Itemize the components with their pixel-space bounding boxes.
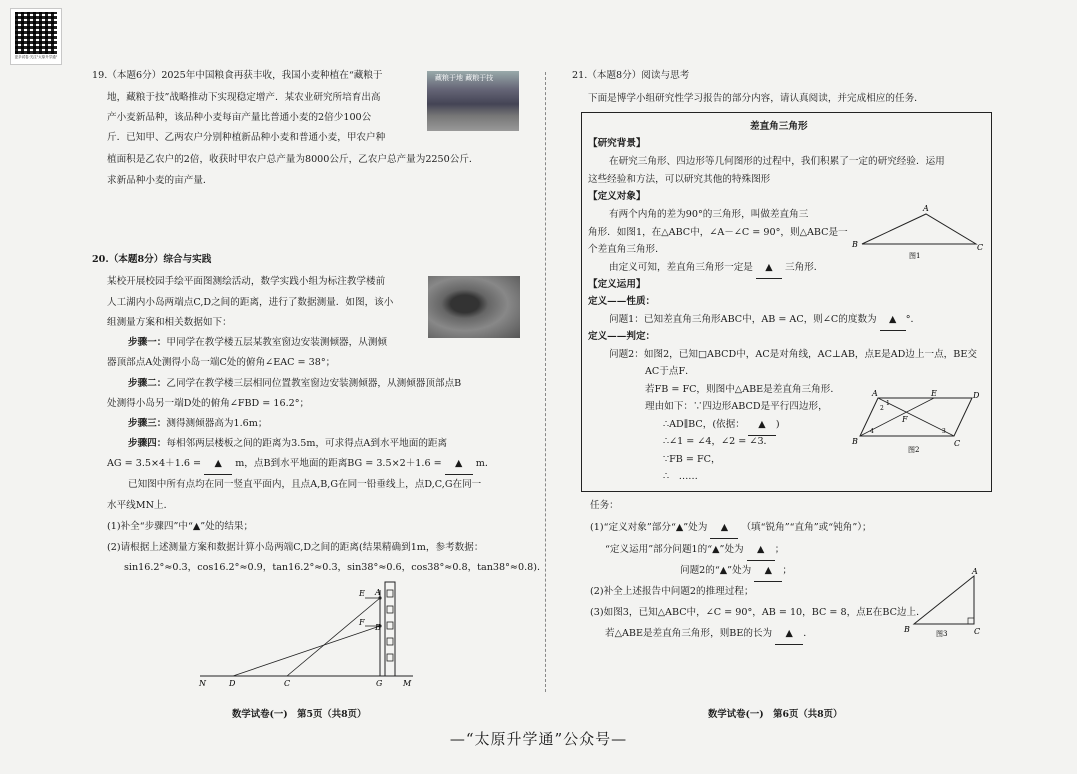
bottom-banner: —“太原升学通”公众号— — [449, 730, 628, 748]
fig2-label-d: D — [973, 391, 980, 400]
task-3a: (3)如图3，已知△ABC中，∠C = 90°，AB = 10，BC = 8，点E在BC边上． — [590, 607, 926, 618]
step-2: 步骤二：乙同学在教学楼三层相同位置教室窗边安装测倾器，从测倾器顶部点B — [128, 378, 462, 389]
proof-line: ∵FB = FC， — [663, 454, 721, 465]
q21-intro: 下面是博学小组研究性学习报告的部分内容，请认真阅读，并完成相应的任务． — [588, 93, 924, 104]
page-divider — [545, 72, 546, 692]
prop-label: 定义——性质： — [588, 296, 656, 307]
figure-2 — [850, 388, 985, 456]
step-1: 步骤一：甲同学在教学楼五层某教室窗边安装测倾器，从测倾 — [128, 337, 388, 348]
q21-head: 21.（本题8分）阅读与思考 — [572, 70, 690, 81]
footer-left: 数学试卷(一) 第5页（共8页） — [232, 709, 367, 720]
problem-2-c: 若FB = FC，则图中△ABE是差直角三角形． — [645, 384, 840, 395]
problem-2-b: AC于点F． — [645, 366, 695, 377]
problem-1: 问题1：已知差直角三角形ABC中，AB = AC，则∠C的度数为 ▲ °． — [609, 310, 920, 331]
fig3-caption: 图3 — [936, 630, 948, 638]
proof-line-reason: ∴AD∥BC，(依据： ▲ ) — [663, 415, 780, 436]
lake-island-photo — [428, 276, 520, 338]
photo-caption: 藏粮于地 藏粮于技 — [435, 74, 494, 82]
wheat-field-photo — [427, 71, 519, 131]
fig2-label-b: B — [852, 437, 858, 446]
def-label: 【定义对象】 — [588, 191, 646, 202]
label-d: D — [229, 679, 236, 688]
blank-reason: ▲ — [748, 415, 776, 436]
label-g: G — [376, 679, 383, 688]
sight-ac — [287, 598, 380, 676]
figure-1 — [850, 202, 985, 260]
q19-head: 19.（本题6分）2025年中国粮食再获丰收，我国小麦种植在“藏粮于 — [92, 70, 383, 81]
def-line: 个差直角三角形． — [588, 244, 665, 255]
step-3: 步骤三：测得测倾器高为1.6m； — [128, 418, 268, 429]
right-angle-mark — [968, 618, 974, 624]
q20-intro: 某校开展校园手绘平面图测绘活动，数学实践小组为标注教学楼前 — [107, 276, 386, 287]
def-conclusion: 由定义可知，差直角三角形一定是 ▲ 三角形． — [609, 258, 823, 279]
proof-line: ∴ …… — [663, 471, 698, 482]
q20-known-cont: 水平线MN上． — [107, 500, 174, 511]
fig2-label-e: E — [931, 389, 937, 398]
fig1-caption: 图1 — [909, 252, 921, 260]
step-2-cont: 处测得小岛另一端D处的俯角∠FBD = 16.2°； — [107, 398, 310, 409]
angle-4: 4 — [870, 428, 874, 435]
angle-3: 3 — [942, 428, 946, 435]
task-1c: 问题2的“▲”处为 ▲ ； — [680, 561, 792, 582]
label-f: F — [359, 618, 365, 627]
blank-t1a: ▲ — [710, 518, 738, 539]
q20-task2: (2)请根据上述测量方案和数据计算小岛两端C,D之间的距离(结果精确到1m，参考数据： — [107, 542, 484, 553]
q20-ref-data: sin16.2°≈0.3，cos16.2°≈0.9，tan16.2°≈0.3，sin38°≈0.6，cos38°≈0.8，tan38°≈0.8)． — [124, 562, 547, 573]
task-1b: “定义运用”部分问题1的“▲”处为 ▲ ； — [605, 540, 784, 561]
fig3-label-c: C — [974, 627, 981, 636]
use-label: 【定义运用】 — [588, 279, 646, 290]
q20-figure — [195, 580, 425, 688]
step-4: 步骤四：每相邻两层楼板之间的距离为3.5m，可求得点A到水平地面的距离 — [128, 438, 448, 449]
label-c: C — [284, 679, 291, 688]
figure-3 — [902, 566, 988, 642]
fig1-label-a: A — [923, 204, 929, 213]
qr-code[interactable] — [10, 8, 62, 65]
task-1a: (1)“定义对象”部分“▲”处为 ▲ （填“锐角”“直角”或“钝角”）； — [590, 518, 872, 539]
blank-prob1: ▲ — [880, 310, 906, 331]
q20-task1: (1)补全“步骤四”中“▲”处的结果； — [107, 521, 254, 532]
bg-line: 这些经验和方法，可以研究其他的特殊图形 — [588, 174, 771, 185]
fig2-label-f: F — [902, 415, 908, 424]
q20-head: 20.（本题8分）综合与实践 — [92, 254, 212, 265]
task-2: (2)补全上述报告中问题2的推理过程； — [590, 586, 754, 597]
label-b: B — [375, 623, 381, 632]
angle-2: 2 — [880, 405, 884, 412]
blank-t1b: ▲ — [747, 540, 775, 561]
qr-pattern — [15, 12, 57, 54]
research-bg-label: 【研究背景】 — [588, 138, 646, 149]
report-title: 差直角三角形 — [750, 121, 808, 132]
label-e: E — [359, 589, 365, 598]
label-m: M — [403, 679, 412, 688]
judge-label: 定义——判定： — [588, 331, 656, 342]
qr-caption: 更多试卷·关注"太原升学通" — [14, 55, 58, 59]
bg-line: 在研究三角形、四边形等几何图形的过程中，我们积累了一定的研究经验．运用 — [609, 156, 945, 167]
proof-line: ∴∠1 = ∠4，∠2 = ∠3． — [663, 436, 774, 447]
building-windows — [387, 590, 393, 661]
def-line: 角形．如图1，在△ABC中，∠A－∠C = 90°，则△ABC是一 — [588, 227, 848, 238]
task-3b: 若△ABE是差直角三角形，则BE的长为 ▲ ． — [605, 624, 813, 645]
blank-ag: ▲ — [204, 454, 232, 475]
fig2-label-a: A — [872, 389, 878, 398]
sight-bd — [233, 626, 380, 676]
fig2-caption: 图2 — [908, 446, 920, 454]
fig1-label-b: B — [852, 240, 858, 249]
footer-right: 数学试卷(一) 第6页（共8页） — [708, 709, 843, 720]
problem-2-a: 问题2：如图2，已知□ABCD中，AC是对角线，AC⊥AB，点E是AD边上一点，BE交 — [609, 349, 977, 360]
step-1-cont: 器顶部点A处测得小岛一端C处的俯角∠EAC = 38°； — [107, 357, 336, 368]
fig3-label-b: B — [904, 625, 910, 634]
q19-line: 产小麦新品种，该品种小麦每亩产量比普通小麦的2倍少100公 — [107, 112, 372, 123]
label-a: A — [375, 588, 381, 597]
q19-line: 植面积是乙农户的2倍，收获时甲农户总产量为8000公斤，乙农户总产量为2250公斤． — [107, 154, 479, 165]
label-n: N — [199, 679, 206, 688]
q19-line: 地，藏粮于技”战略推动下实现稳定增产．某农业研究所培育出高 — [107, 92, 381, 103]
tasks-label: 任务： — [590, 500, 619, 511]
fig3-label-a: A — [972, 567, 978, 576]
step-4-calc: AG = 3.5×4＋1.6 = ▲ m，点B到水平地面的距离BG = 3.5×2＋1.6 = ▲ m． — [107, 454, 494, 475]
blank-t3: ▲ — [775, 624, 803, 645]
angle-1: 1 — [886, 400, 890, 407]
q19-line: 斤．已知甲、乙两农户分别种植新品种小麦和普通小麦，甲农户种 — [107, 132, 386, 143]
proof-line: 理由如下：∵四边形ABCD是平行四边形， — [645, 401, 828, 412]
blank-t1c: ▲ — [754, 561, 782, 582]
q19-line: 求新品种小麦的亩产量． — [107, 175, 213, 186]
fig2-label-c: C — [954, 439, 961, 448]
def-line: 有两个内角的差为90°的三角形，叫做差直角三 — [609, 209, 809, 220]
blank-def: ▲ — [756, 258, 782, 279]
q20-known: 已知图中所有点均在同一竖直平面内，且点A,B,G在同一铅垂线上，点D,C,G在同一 — [128, 479, 482, 490]
fig1-label-c: C — [977, 243, 984, 252]
q20-intro: 组测量方案和相关数据如下： — [107, 317, 232, 328]
blank-bg: ▲ — [445, 454, 473, 475]
q20-intro: 人工湖内小岛两端点C,D之间的距离，进行了数据测量．如图，该小 — [107, 297, 394, 308]
